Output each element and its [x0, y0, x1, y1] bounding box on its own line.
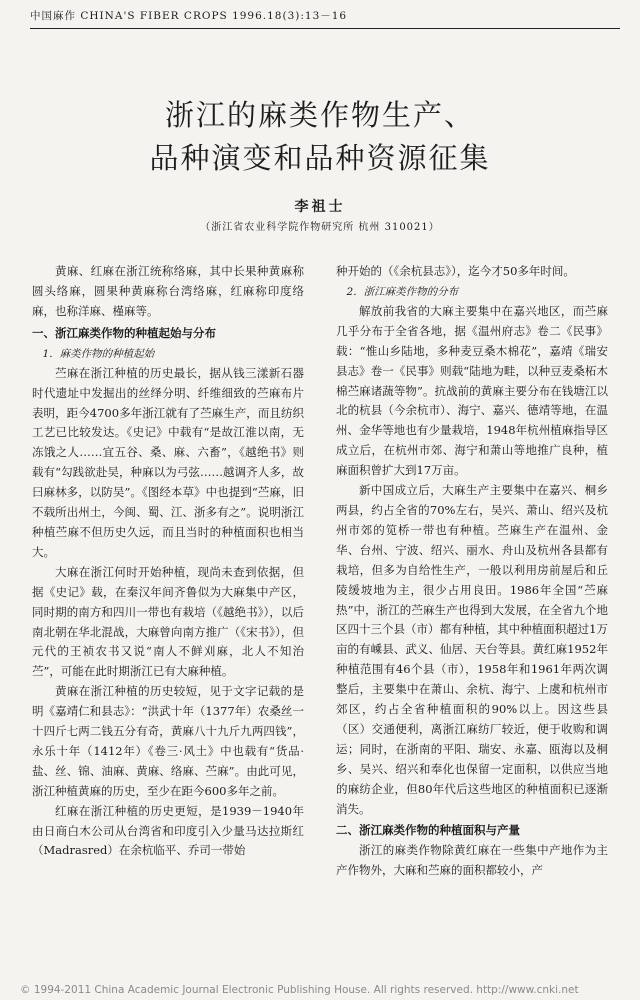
section-heading: 二、浙江麻类作物的种植面积与产量	[336, 823, 520, 838]
paragraph: 浙江的麻类作物除黄红麻在一些集中产地作为主产作物外，大麻和苎麻的面积都较小，产	[336, 843, 608, 878]
right-column	[336, 262, 608, 974]
paragraph: 黄麻在浙江种植的历史较短，见于文字记载的是明《嘉靖仁和县志》：“洪武十年（1377年）农桑丝一十四斤七两二钱五分有奇，黄麻八十九斤九两四钱”，永乐十年（1412年）《卷三·风土》中也载有“货品·盐、丝、锦、油麻、黄麻、络麻、苎麻”。由此可见，浙江种植黄麻的历史，至少在距今600多年之前。	[32, 684, 304, 798]
paragraph: 种开始的（《余杭县志》），迄今才50多年时间。	[336, 264, 575, 278]
paragraph: 红麻在浙江种植的历史更短，是1939－1940年由日商白木公司从台湾省和印度引入少量马达拉斯红（Madrasred）在余杭临平、乔司一带始	[32, 803, 304, 858]
paragraph: 苎麻在浙江种植的历史最长，据从钱三漾新石器时代遗址中发掘出的丝绎分明、纤维细致的苎麻布片表明，距今4700多年浙江就有了苎麻生产，而且纺织工艺已比较发达。《史记》中载有“是故江淮以南，无冻饿之人……宜五谷、桑、麻、六畜”，《越绝书》则载有“勾践欲赴吴，种麻以为弓弦……越调齐人多，故曰麻林多，以防吴”。《图经本草》中也提到“苎麻，旧不载所出州土，今闽、蜀、江、浙多有之”。说明浙江种植苎麻不但历史久远，而且当时的种植面积也相当大。	[32, 365, 304, 559]
paragraph: 解放前我省的大麻主要集中在嘉兴地区，而苎麻几乎分布于全省各地，据《温州府志》卷二《民事》载：“惟山乡陆地，多种麦豆桑木棉花”，嘉靖《瑞安县志》卷一《民事》则载“陆地为畦，以种豆麦桑柘木棉苎麻诸蔬等物”。抗战前的黄麻主要分布在钱塘江以北的杭县（今余杭市）、海宁、嘉兴、德靖等地，在温州、金华等地也有少量栽培，1948年杭州植麻指导区成立后，在杭州市郊、海宁和萧山等地推广良种，植麻面积曾扩大到17万亩。	[336, 303, 608, 478]
paragraph: 大麻在浙江何时开始种植，现尚未查到依据，但据《史记》载，在秦汉年间齐鲁似为大麻集中产区，同时期的南方和四川一带也有栽培（《越绝书》），以后南北朝在华北混战，大麻曾向南方推广（《宋书》），但元代的王祯农书又说“南人不鲜刈麻，北人不知治苎”，可能在此时期浙江已有大麻种植。	[32, 564, 304, 679]
left-column	[32, 262, 304, 974]
author-name: 李祖士	[294, 199, 346, 215]
article-title-line-2: 品种演变和品种资源征集	[149, 141, 491, 175]
author-affiliation: （浙江省农业科学院作物研究所 杭州 310021）	[200, 222, 440, 233]
article-title-line-1: 浙江的麻类作物生产、	[164, 98, 475, 132]
subsection-heading: 2．浙江麻类作物的分布	[346, 285, 459, 298]
paragraph: 黄麻、红麻在浙江统称络麻，其中长果种黄麻称圆头络麻，圆果种黄麻称台湾络麻，红麻称印度络麻，也称洋麻、槿麻等。	[32, 264, 304, 318]
section-heading: 一、浙江麻类作物的种植起始与分布	[32, 325, 216, 340]
copyright-footer: © 1994-2011 China Academic Journal Electronic Publishing House. All rights reserved. http://www.cnki.net	[20, 984, 579, 996]
running-header: 中国麻作 CHINA'S FIBER CROPS 1996.18(3):13－16	[30, 8, 620, 29]
paragraph: 新中国成立后，大麻生产主要集中在嘉兴、桐乡两县，约占全省的70%左右，吴兴、萧山、绍兴及杭州市郊的笕桥一带也有种植。苎麻生产在温州、金华、台州、宁波、绍兴、丽水、舟山及杭州各县都有栽培，但多为自给性生产，一般以利用房前屋后和丘陵缓坡地为主，很少占用良田。1986年全国“苎麻热”中，浙江的苎麻生产也得到大发展，在全省九个地区四十三个县（市）都有种植，其中种植面积超过1万亩的有嵊县、武义、仙居、天台等县。黄红麻1952年种植范围有46个县（市），1958年和1961年两次调整后，主要集中在萧山、余杭、海宁、上虞和杭州市郊区，约占全省种植面积的90%以上。因这些县（区）交通便利，离浙江麻纺厂较近，便于收购和调运；同时，在浙南的平阳、瑞安、永嘉、瓯海以及桐乡、吴兴、绍兴和奉化也保留一定面积，以供应当地的麻纺企业，但80年代后这些地区的种植面积已逐渐消失。	[336, 483, 608, 816]
subsection-heading: 1．麻类作物的种植起始	[42, 347, 155, 360]
